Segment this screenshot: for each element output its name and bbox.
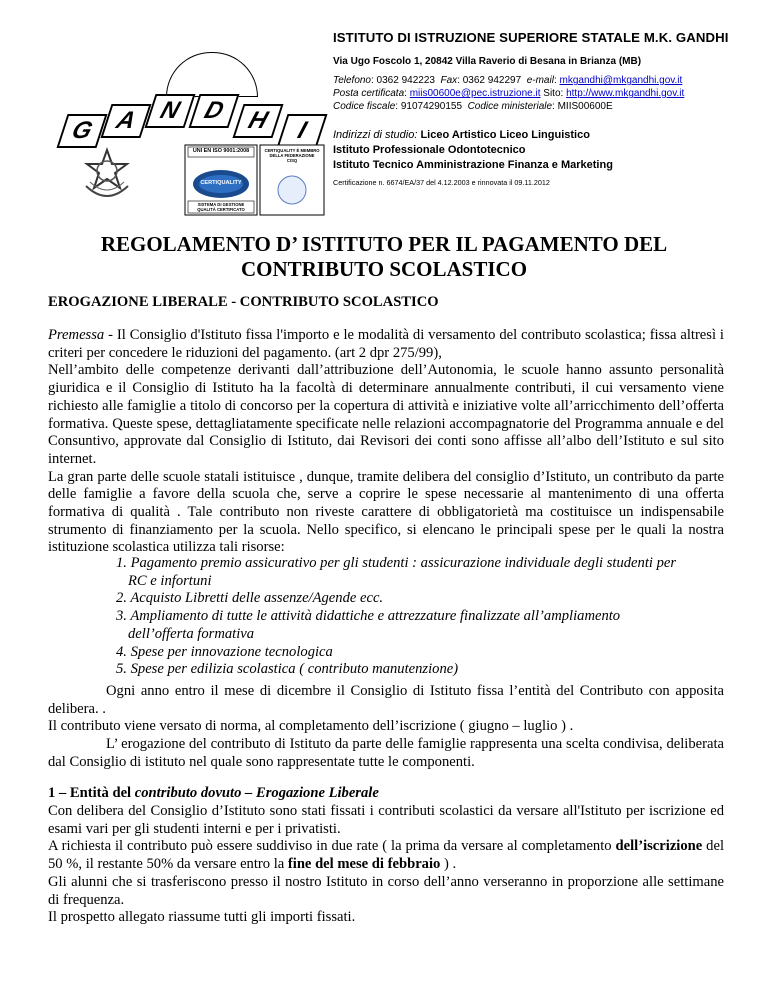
paragraph: La gran parte delle scuole statali istituisce , dunque, tramite delibera del consiglio d’Istituto, un contributo da parte delle famiglie a favore della scuola che, serve a coprire le spese necessarie al mantenimento di una offerta formativa di qualità . Tale contributo non riveste carattere di obbligatorietà ma costituisce un indispensabile strumento di finanziamento per la scuola. Nello specifico, si elencano le principali spese per le quali la nostra istituzione scolastica utilizza tali risorse: [48, 468, 724, 556]
site-label: Sito [543, 88, 561, 99]
installments-bold-enrolment: dell’iscrizione [615, 838, 703, 855]
premessa-paragraph [48, 327, 724, 362]
paragraph-installments [48, 838, 724, 873]
certiquality-badge [184, 144, 326, 216]
studies-line-3: Istituto Tecnico Amministrazione Finanza e Marketing [333, 159, 613, 171]
contribution-paragraphs [48, 683, 724, 772]
expense-list [116, 555, 716, 679]
contacts-block [333, 74, 684, 113]
email-link[interactable]: mkgandhi@mkgandhi.gov.it [559, 75, 683, 86]
certification-note: Certificazione n. 6674/EA/37 del 4.12.2003 e rinnovata il 09.11.2012 [333, 178, 550, 187]
logo-letter: G [56, 114, 107, 148]
logo-letter: A [100, 104, 151, 138]
cert-top-text: UNI EN ISO 9001:2008 [192, 148, 250, 154]
premessa-text: - Il Consiglio d'Istituto fissa l'importo e le modalità di versamento del contributo scolastica; fissa altresì i criteri per concedere le riduzioni del pagamento. (art 2 dpr 275/99), [48, 327, 724, 361]
republic-emblem-icon [80, 146, 134, 204]
contact-line-pec: Posta certificata: miis00600e@pec.istruzione.it Sito: http://www.mkgandhi.gov.it [333, 88, 685, 99]
paragraph: Con delibera del Consiglio d’Istituto sono stati fissati i contributi scolastici da versare all'Istituto per iscrizione ed esami vari per gli studenti interni e per i privatisti. [48, 803, 724, 837]
paragraph: L’ erogazione del contributo di Istituto da parte delle famiglie rappresenta una scelta condivisa, deliberata dal Consiglio di istituto nel quale sono rappresentate tutte le componenti. [48, 736, 724, 770]
logo-letter: H [232, 104, 283, 138]
contact-line-codes [333, 100, 684, 113]
school-logo [58, 52, 328, 212]
studies-label: Indirizzi di studio: [333, 129, 418, 141]
logo-letter: D [188, 94, 239, 128]
cert-right-text: CERTIQUALITY È MEMBRO DELLA FEDERAZIONE CISQ [264, 148, 320, 163]
paragraph: Gli alunni che si trasferiscono presso il nostro Istituto in corso dell’anno verseranno in proporzione alle settimane di frequenza. [48, 873, 724, 908]
paragraph: Nell’ambito delle competenze derivanti dall’attribuzione dell’Autonomia, le scuole hanno assunto personalità giuridica e il Consiglio di Istituto ha la facoltà di determinare annualmente contributi, il cui versamento viene richiesto alle famiglie a titolo di concorso per la copertura di attività e iniziative volte all’arricchimento dell’offerta formativa. Queste spese, dettagliatamente specificate nelle relazioni accompagnatorie del Programma annuale e del Consuntivo, approvate dal Consiglio di Istituto, dai Revisori dei conti sono affisse all’albo dell’Istituto e sul sito internet. [48, 362, 724, 467]
institute-name: ISTITUTO DI ISTRUZIONE SUPERIORE STATALE M.K. GANDHI [333, 30, 729, 45]
logo-letter: I [276, 114, 327, 148]
site-link[interactable]: http://www.mkgandhi.gov.it [566, 88, 685, 99]
section-1-body [48, 803, 724, 927]
cert-bottom-text: SISTEMA DI GESTIONE QUALITÀ CERTIFICATO [197, 202, 245, 212]
installments-text: ) . [440, 856, 457, 873]
logo-letter: N [144, 94, 195, 128]
gandhi-logo-letters [58, 92, 328, 152]
email-label: e-mail [526, 75, 554, 86]
pec-label: Posta certificata [333, 88, 405, 99]
title-line-1: REGOLAMENTO D’ ISTITUTO PER IL PAGAMENTO DEL [100, 232, 668, 256]
paragraph: Ogni anno entro il mese di dicembre il Consiglio di Istituto fissa l’entità del Contributo con apposita delibera. . [48, 683, 724, 717]
cf-value: : 91074290155 [395, 101, 462, 112]
studies-block [333, 128, 613, 173]
studies-line-2: Istituto Professionale Odontotecnico [333, 144, 526, 156]
institute-address: Via Ugo Foscolo 1, 20842 Villa Raverio di Besana in Brianza (MB) [333, 56, 642, 67]
premessa-label: Premessa [48, 327, 105, 343]
logo-arc [166, 52, 258, 97]
section-subtitle: EROGAZIONE LIBERALE - CONTRIBUTO SCOLASTICO [48, 294, 439, 310]
installments-text: A richiesta il contributo può essere suddiviso in due rate ( la prima da versare al completamento [48, 838, 616, 855]
list-item: 2. Acquisto Libretti delle assenze/Agende ecc. [116, 590, 384, 607]
fax-value: : 0362 942297 [457, 75, 522, 86]
installments-text: del 50 %, il restante 50% da versare entro la [48, 838, 724, 873]
studies-line-1: Liceo Artistico Liceo Linguistico [420, 129, 590, 141]
list-item: 1. Pagamento premio assicurativo per gli studenti : assicurazione individuale degli studenti per [116, 555, 677, 571]
cert-brand-text: CERTIQUALITY [200, 180, 242, 186]
contact-line-phone: Telefono: 0362 942223 Fax: 0362 942297 e-mail: mkgandhi@mkgandhi.gov.it [333, 75, 683, 86]
list-item: 4. Spese per innovazione tecnologica [116, 643, 333, 660]
premessa-paragraphs [48, 327, 724, 557]
phone-value: : 0362 942223 [371, 75, 435, 86]
installments-bold-february: fine del mese di febbraio [287, 856, 441, 873]
fax-label: Fax [440, 75, 458, 86]
section-1-heading-a: 1 – Entità del [48, 785, 135, 801]
pec-link[interactable]: miis00600e@pec.istruzione.it [409, 88, 541, 99]
list-item: 5. Spese per edilizia scolastica ( contributo manutenzione) [116, 661, 459, 678]
list-item-continuation: RC e infortuni [128, 572, 212, 589]
paragraph: Il prospetto allegato riassume tutti gli importi fissati. [48, 909, 356, 926]
cm-value: : MIIS00600E [552, 101, 613, 112]
cf-label: Codice fiscale [333, 101, 396, 112]
cm-label: Codice ministeriale [467, 101, 553, 112]
section-1-heading-b: contributo dovuto – Erogazione Liberale [134, 785, 379, 801]
list-item-continuation: dell’offerta formativa [128, 625, 255, 642]
phone-label: Telefono [333, 75, 371, 86]
title-line-2: CONTRIBUTO SCOLASTICO [240, 257, 528, 281]
section-1-heading [48, 785, 724, 803]
document-title [80, 232, 688, 282]
paragraph: Il contributo viene versato di norma, al completamento dell’iscrizione ( giugno – luglio ) . [48, 718, 574, 735]
list-item: 3. Ampliamento di tutte le attività didattiche e attrezzature finalizzate all’ampliamento [116, 608, 621, 625]
